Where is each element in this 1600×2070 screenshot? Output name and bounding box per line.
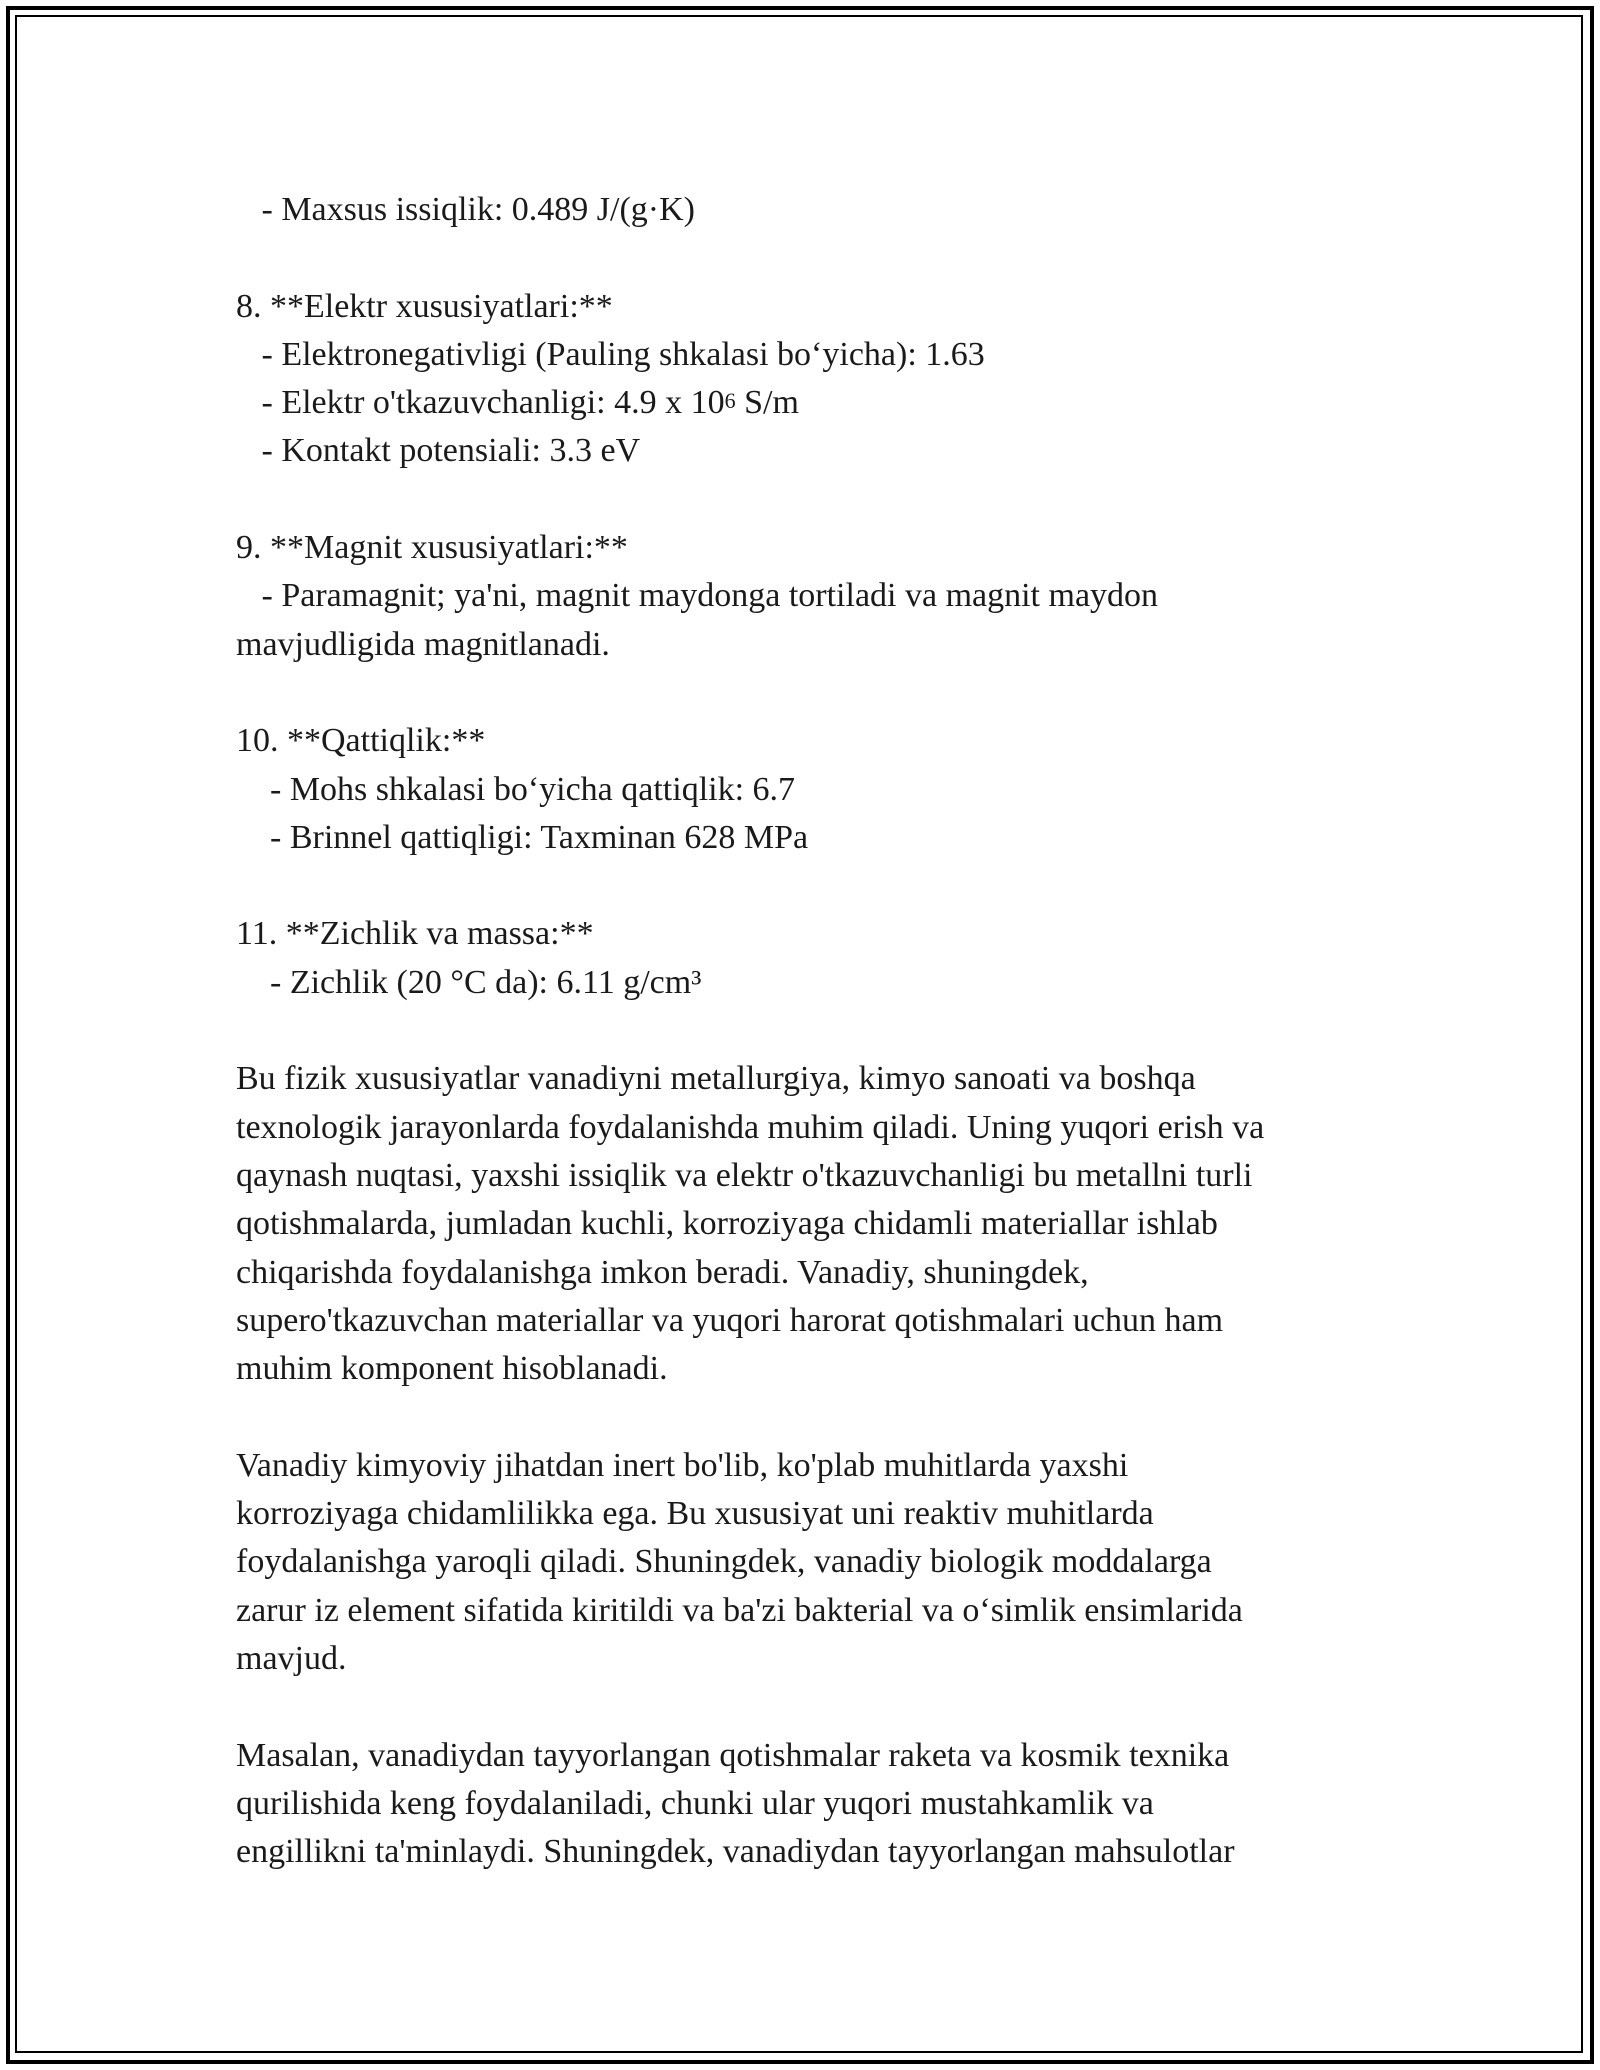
blank-line <box>236 1683 1366 1731</box>
text-line: mavjudligida magnitlanadi. <box>236 625 610 663</box>
section-heading-electrical: 8. **Elektr xususiyatlari:** <box>236 287 613 325</box>
paragraph-line: texnologik jarayonlarda foydalanishda muhim qiladi. Uning yuqori erish va <box>236 1108 1265 1146</box>
blank-line <box>236 862 1366 910</box>
conductivity-text: - Elektr o'tkazuvchanligi: 4.9 x 10 <box>236 384 725 422</box>
paragraph-line: Masalan, vanadiydan tayyorlangan qotishmalar raketa va kosmik texnika <box>236 1736 1230 1774</box>
document-body <box>236 186 1366 1876</box>
paragraph-line: muhim komponent hisoblanadi. <box>236 1350 668 1388</box>
paragraph-line: chiqarishda foydalanishga imkon beradi. Vanadiy, shuningdek, <box>236 1253 1089 1291</box>
blank-line <box>236 234 1366 282</box>
section-heading-magnetic: 9. **Magnit xususiyatlari:** <box>236 529 628 567</box>
blank-line <box>236 476 1366 524</box>
section-heading-hardness: 10. **Qattiqlik:** <box>236 722 486 760</box>
text-line-conductivity <box>236 379 1366 427</box>
paragraph-line: mavjud. <box>236 1639 347 1677</box>
conductivity-unit: S/m <box>735 384 799 422</box>
text-line: - Mohs shkalasi bo‘yicha qattiqlik: 6.7 <box>236 770 796 808</box>
paragraph-line: engillikni ta'minlaydi. Shuningdek, vanadiydan tayyorlangan mahsulotlar <box>236 1833 1235 1871</box>
paragraph-line: Bu fizik xususiyatlar vanadiyni metallurgiya, kimyo sanoati va boshqa <box>236 1060 1196 1098</box>
paragraph-line: foydalanishga yaroqli qiladi. Shuningdek, vanadiy biologik moddalarga <box>236 1543 1212 1581</box>
text-line: - Zichlik (20 °C da): 6.11 g/cm³ <box>236 963 702 1001</box>
text-line: - Maxsus issiqlik: 0.489 J/(g·K) <box>236 191 695 228</box>
blank-line <box>236 1393 1366 1441</box>
paragraph-line: Vanadiy kimyoviy jihatdan inert bo'lib, ko'plab muhitlarda yaxshi <box>236 1446 1129 1484</box>
paragraph-line: zarur iz element sifatida kiritildi va ba'zi bakterial va o‘simlik ensimlarida <box>236 1591 1243 1629</box>
text-line: - Paramagnit; ya'ni, magnit maydonga tortiladi va magnit maydon <box>236 577 1159 615</box>
section-heading-density: 11. **Zichlik va massa:** <box>236 915 594 953</box>
text-line: - Kontakt potensiali: 3.3 eV <box>236 432 641 470</box>
conductivity-exponent: 6 <box>724 388 736 414</box>
blank-line <box>236 669 1366 717</box>
paragraph-line: supero'tkazuvchan materiallar va yuqori harorat qotishmalari uchun ham <box>236 1301 1224 1339</box>
paragraph-line: korroziyaga chidamlilikka ega. Bu xususiyat uni reaktiv muhitlarda <box>236 1495 1154 1533</box>
blank-line <box>236 1007 1366 1055</box>
text-line: - Elektronegativligi (Pauling shkalasi bo‘yicha): 1.63 <box>236 335 985 373</box>
paragraph-line: qotishmalarda, jumladan kuchli, korroziyaga chidamli materiallar ishlab <box>236 1205 1218 1243</box>
paragraph-line: qaynash nuqtasi, yaxshi issiqlik va elektr o'tkazuvchanligi bu metallni turli <box>236 1156 1253 1194</box>
text-line: - Brinnel qattiqligi: Taxminan 628 MPa <box>236 818 809 856</box>
paragraph-line: qurilishida keng foydalaniladi, chunki ular yuqori mustahkamlik va <box>236 1784 1154 1822</box>
